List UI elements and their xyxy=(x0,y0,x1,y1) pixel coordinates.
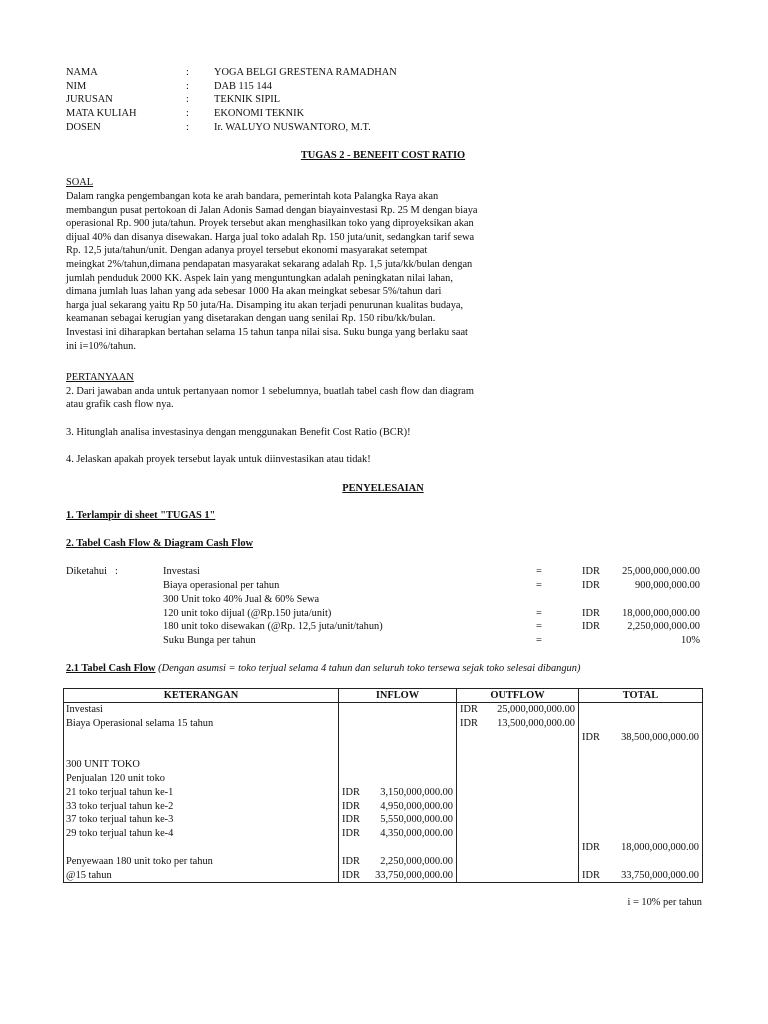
diketahui-amount: 2,250,000,000.00 xyxy=(627,621,700,632)
info-label: DOSEN xyxy=(66,122,101,133)
cell-inflow xyxy=(339,827,457,841)
amount-value: 3,150,000,000.00 xyxy=(380,786,453,798)
diketahui-amount: 900,000,000.00 xyxy=(635,580,700,591)
currency-label: IDR xyxy=(342,800,360,812)
table-row xyxy=(64,800,703,814)
cell-total xyxy=(579,786,703,800)
diketahui-currency: IDR xyxy=(582,608,600,619)
money-value xyxy=(581,703,700,717)
money-value xyxy=(459,841,576,855)
money-value xyxy=(581,827,700,841)
cashflow-heading-line xyxy=(66,662,580,676)
cell-keterangan xyxy=(64,731,339,745)
column-header-keterangan: KETERANGAN xyxy=(64,689,339,703)
diketahui-row xyxy=(66,607,700,621)
diketahui-desc: Biaya operasional per tahun xyxy=(163,580,280,591)
cashflow-table-body xyxy=(64,703,703,883)
cell-keterangan: Biaya Operasional selama 15 tahun xyxy=(64,717,339,731)
pertanyaan-heading: PERTANYAAN xyxy=(66,372,134,383)
diketahui-desc: 120 unit toko dijual (@Rp.150 juta/unit) xyxy=(163,608,332,619)
amount-value: 2,250,000,000.00 xyxy=(380,855,453,867)
money-value xyxy=(341,855,454,869)
money-value xyxy=(459,731,576,745)
soal-line: Dalam rangka pengembangan kota ke arah bandara, pemerintah kota Palangka Raya akan xyxy=(66,191,439,202)
table-row xyxy=(64,841,703,855)
money-value xyxy=(341,869,454,883)
soal-line: Rp. 12,5 juta/tahun/unit. Dengan adanya proyel tersebut ekonomi masyarakat setempat xyxy=(66,245,428,257)
cell-outflow xyxy=(457,813,579,827)
amount-value: 4,950,000,000.00 xyxy=(380,800,453,812)
cell-total xyxy=(579,758,703,772)
money-value xyxy=(341,744,454,758)
cell-outflow xyxy=(457,731,579,745)
currency-label: IDR xyxy=(342,828,360,840)
diketahui-desc: Suku Bunga per tahun xyxy=(163,635,256,646)
cell-inflow xyxy=(339,855,457,869)
soal-line: dimana jumlah luas lahan yang ada sebesar 1000 Ha akan meingkat sebesar 5%/tahun dari xyxy=(66,286,442,298)
money-value xyxy=(459,855,576,869)
penyelesaian-heading: PENYELESAIAN xyxy=(342,483,424,494)
cell-keterangan: 33 toko terjual tahun ke-2 xyxy=(64,800,339,814)
money-value xyxy=(341,827,454,841)
money-value xyxy=(459,800,576,814)
money-value xyxy=(581,731,700,745)
question-3: 3. Hitunglah analisa investasinya dengan menggunakan Benefit Cost Ratio (BCR)! xyxy=(66,427,411,438)
currency-label: IDR xyxy=(342,814,360,826)
cell-inflow xyxy=(339,869,457,883)
cell-keterangan xyxy=(64,744,339,758)
info-value: EKONOMI TEKNIK xyxy=(214,108,305,119)
table-row xyxy=(64,855,703,869)
table-row xyxy=(64,717,703,731)
money-value xyxy=(581,744,700,758)
cell-total xyxy=(579,731,703,745)
amount-value: 38,500,000,000.00 xyxy=(621,731,699,743)
money-value xyxy=(459,744,576,758)
money-value xyxy=(459,772,576,786)
cell-outflow xyxy=(457,758,579,772)
soal-line: meingkat 2%/tahun,dimana pendapatan masyarakat sekarang adalah Rp. 1,5 juta/kk/bulan dengan xyxy=(66,258,473,270)
diketahui-eq: = xyxy=(536,566,542,577)
cell-total xyxy=(579,855,703,869)
cell-total xyxy=(579,703,703,717)
table-row xyxy=(64,869,703,883)
money-value xyxy=(459,758,576,772)
question-2-line-2: atau grafik cash flow nya. xyxy=(66,399,174,410)
info-value: DAB 115 144 xyxy=(214,81,272,92)
table-row xyxy=(64,772,703,786)
cell-outflow xyxy=(457,800,579,814)
table-row xyxy=(64,786,703,800)
diketahui-row xyxy=(66,565,700,579)
soal-line: harga jual sekarang yaitu Rp 50 juta/Ha. Disamping itu akan terjadi penurunan kualitas budaya, xyxy=(66,299,464,311)
cell-outflow xyxy=(457,744,579,758)
diketahui-currency: IDR xyxy=(582,580,600,591)
info-value: TEKNIK SIPIL xyxy=(214,94,281,105)
currency-label: IDR xyxy=(460,704,478,715)
diketahui-row xyxy=(66,620,700,634)
money-value xyxy=(459,813,576,827)
soal-line: ini i=10%/tahun. xyxy=(66,340,136,352)
table-row xyxy=(64,758,703,772)
amount-value: 4,350,000,000.00 xyxy=(380,828,453,840)
diketahui-desc: 180 unit toko disewakan (@Rp. 12,5 juta/unit/tahun) xyxy=(163,621,383,632)
money-value xyxy=(341,813,454,827)
soal-line: membangun pusat pertokoan di Jalan Adonis Samad dengan biayainvestasi Rp. 25 M dengan biaya xyxy=(66,204,478,216)
soal-heading: SOAL xyxy=(66,177,94,188)
money-value xyxy=(341,731,454,745)
cell-total xyxy=(579,772,703,786)
cell-inflow xyxy=(339,717,457,731)
cell-outflow xyxy=(457,772,579,786)
info-colon: : xyxy=(186,122,189,133)
money-value xyxy=(581,800,700,814)
money-value xyxy=(341,772,454,786)
cell-inflow xyxy=(339,813,457,827)
amount-value: 33,750,000,000.00 xyxy=(621,869,699,881)
cell-keterangan: Penjualan 120 unit toko xyxy=(64,772,339,786)
info-label: NIM xyxy=(66,81,87,92)
money-value xyxy=(581,758,700,772)
amount-value: 25,000,000,000.00 xyxy=(497,704,575,715)
info-label: MATA KULIAH xyxy=(66,108,137,119)
info-colon: : xyxy=(186,108,189,119)
interest-note: i = 10% per tahun xyxy=(627,897,702,908)
question-4: 4. Jelaskan apakah proyek tersebut layak untuk diinvestasikan atau tidak! xyxy=(66,454,371,465)
cashflow-table xyxy=(63,688,703,883)
diketahui-desc: Investasi xyxy=(163,566,200,577)
diketahui-colon: : xyxy=(115,566,118,577)
cell-outflow xyxy=(457,869,579,883)
cell-inflow xyxy=(339,731,457,745)
cell-keterangan: @15 tahun xyxy=(64,869,339,883)
diketahui-currency: IDR xyxy=(582,566,600,577)
cell-total xyxy=(579,813,703,827)
cell-keterangan: Investasi xyxy=(64,703,339,717)
cell-keterangan: 300 UNIT TOKO xyxy=(64,758,339,772)
table-row xyxy=(64,813,703,827)
diketahui-row xyxy=(66,634,700,648)
amount-value: 5,550,000,000.00 xyxy=(380,814,453,826)
info-label: JURUSAN xyxy=(66,94,113,105)
cell-total xyxy=(579,827,703,841)
table-row xyxy=(64,744,703,758)
money-value xyxy=(459,786,576,800)
cell-total xyxy=(579,717,703,731)
diketahui-amount: 10% xyxy=(680,635,700,646)
money-value xyxy=(459,827,576,841)
cell-inflow xyxy=(339,772,457,786)
cell-keterangan xyxy=(64,841,339,855)
money-value xyxy=(341,758,454,772)
cell-outflow xyxy=(457,855,579,869)
soal-line: dijual 40% dan disanya disewakan. Harga jual toko adalah Rp. 150 juta/unit, sedangkan tarif sewa xyxy=(66,231,475,243)
cell-keterangan: 21 toko terjual tahun ke-1 xyxy=(64,786,339,800)
column-header-total: TOTAL xyxy=(579,689,703,703)
diketahui-currency: IDR xyxy=(582,621,600,632)
cashflow-note: (Dengan asumsi = toko terjual selama 4 tahun dan seluruh toko tersewa sejak toko selesai dibangun) xyxy=(158,663,581,674)
cell-outflow xyxy=(457,717,579,731)
info-value: YOGA BELGI GRESTENA RAMADHAN xyxy=(214,67,397,78)
soal-line: Investasi ini diharapkan bertahan selama 15 tahun tanpa nilai sisa. Suku bunga yang berlaku saat xyxy=(66,326,468,338)
document-title: TUGAS 2 - BENEFIT COST RATIO xyxy=(300,150,466,161)
money-value xyxy=(581,869,700,883)
cashflow-heading: 2.1 Tabel Cash Flow xyxy=(66,663,156,674)
diketahui-eq: = xyxy=(536,635,542,646)
money-value xyxy=(341,800,454,814)
amount-value: 13,500,000,000.00 xyxy=(497,717,575,729)
money-value xyxy=(459,869,576,883)
question-2-line-1: 2. Dari jawaban anda untuk pertanyaan nomor 1 sebelumnya, buatlah tabel cash flow dan diagram xyxy=(66,386,474,397)
diketahui-eq: = xyxy=(536,608,542,619)
cell-keterangan: 37 toko terjual tahun ke-3 xyxy=(64,813,339,827)
cell-inflow xyxy=(339,703,457,717)
soal-line: operasional Rp. 900 juta/tahun. Proyek tersebut akan menghasilkan toko yang diproyeksikan akan xyxy=(66,218,474,230)
money-value xyxy=(341,717,454,731)
info-colon: : xyxy=(186,67,189,78)
money-value xyxy=(581,841,700,855)
info-colon: : xyxy=(186,81,189,92)
money-value xyxy=(581,786,700,800)
table-header-row xyxy=(64,689,703,703)
currency-label: IDR xyxy=(582,841,600,853)
currency-label: IDR xyxy=(342,855,360,867)
column-header-outflow: OUTFLOW xyxy=(457,689,579,703)
diketahui-amount: 18,000,000,000.00 xyxy=(622,608,700,619)
diketahui-eq: = xyxy=(536,621,542,632)
cell-total xyxy=(579,869,703,883)
money-value xyxy=(459,717,576,731)
table-row xyxy=(64,731,703,745)
diketahui-row xyxy=(66,579,700,593)
diketahui-label: Diketahui xyxy=(66,566,107,577)
diketahui-desc: 300 Unit toko 40% Jual & 60% Sewa xyxy=(163,594,320,605)
money-value xyxy=(341,703,454,717)
cell-total xyxy=(579,744,703,758)
currency-label: IDR xyxy=(582,731,600,743)
info-label: NAMA xyxy=(66,67,98,78)
diketahui-row xyxy=(66,593,700,607)
amount-value: 33,750,000,000.00 xyxy=(375,869,453,881)
soal-line: jumlah penduduk 2000 KK. Aspek lain yang menguntungkan adalah peningkatan nilai lahan, xyxy=(66,272,453,284)
cell-inflow xyxy=(339,744,457,758)
info-colon: : xyxy=(186,94,189,105)
table-row xyxy=(64,703,703,717)
answer-1: 1. Terlampir di sheet "TUGAS 1" xyxy=(66,510,216,521)
money-value xyxy=(581,772,700,786)
money-value xyxy=(341,841,454,855)
info-value: Ir. WALUYO NUSWANTORO, M.T. xyxy=(214,122,371,133)
currency-label: IDR xyxy=(342,869,360,881)
column-header-inflow: INFLOW xyxy=(339,689,457,703)
cell-outflow xyxy=(457,841,579,855)
cell-inflow xyxy=(339,786,457,800)
cell-outflow xyxy=(457,703,579,717)
amount-value: 18,000,000,000.00 xyxy=(621,841,699,853)
cell-outflow xyxy=(457,786,579,800)
cell-total xyxy=(579,800,703,814)
money-value xyxy=(341,786,454,800)
money-value xyxy=(581,813,700,827)
money-value xyxy=(581,717,700,731)
cell-inflow xyxy=(339,758,457,772)
currency-label: IDR xyxy=(460,717,478,729)
cell-keterangan: 29 toko terjual tahun ke-4 xyxy=(64,827,339,841)
cell-total xyxy=(579,841,703,855)
currency-label: IDR xyxy=(582,869,600,881)
answer-2-heading: 2. Tabel Cash Flow & Diagram Cash Flow xyxy=(66,538,254,549)
currency-label: IDR xyxy=(342,786,360,798)
diketahui-eq: = xyxy=(536,580,542,591)
cell-outflow xyxy=(457,827,579,841)
soal-paragraph xyxy=(66,190,506,353)
cell-keterangan: Penyewaan 180 unit toko per tahun xyxy=(64,855,339,869)
money-value xyxy=(581,855,700,869)
table-row xyxy=(64,827,703,841)
cell-inflow xyxy=(339,800,457,814)
diketahui-amount: 25,000,000,000.00 xyxy=(622,566,700,577)
money-value xyxy=(459,703,576,717)
cell-inflow xyxy=(339,841,457,855)
soal-line: keamanan sebagai kerugian yang disetarakan dengan uang senilai Rp. 150 ribu/kk/bulan. xyxy=(66,313,436,325)
